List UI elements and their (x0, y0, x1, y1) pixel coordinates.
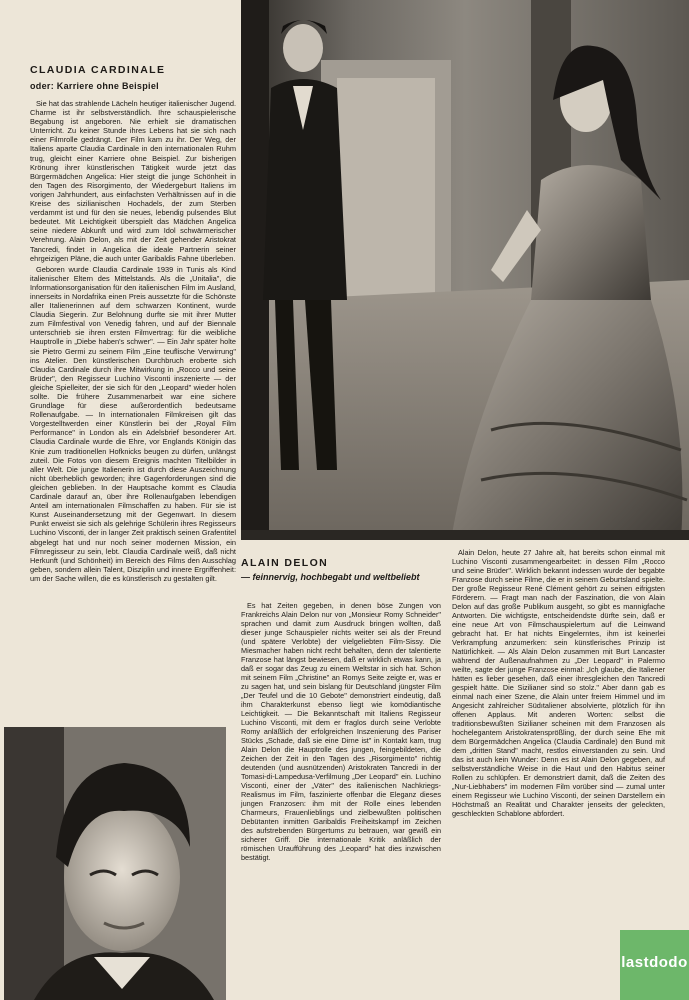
article1-subtitle: oder: Karriere ohne Beispiel (30, 81, 159, 91)
article2-subtitle: — feinnervig, hochbegabt und weltbeliebt (241, 572, 420, 582)
film-still-photo (241, 0, 689, 540)
article2-column-1 (241, 601, 441, 864)
article2-title: ALAIN DELON (241, 557, 329, 569)
article1-title: CLAUDIA CARDINALE (30, 64, 166, 76)
article2-paragraph: Alain Delon, heute 27 Jahre alt, hat bereits schon einmal mit Luchino Visconti zusammengearbeitet: in dessen Film „Rocco und seine Brüder". Wirklich bekannt indessen wurde der begabte Franzose durch seine Filme, die er in seinem Geburtsland spielte. Der große Regisseur René Clément gehört zu seinen eifrigsten Förderern. — Fragt man nach der Faszination, die von Alain Delon auf das große Publikum ausgeht, so gibt es mannigfache Antworten. Die wichtigste, entscheidendste dürfte sein, daß er eine neue Art von Filmschauspielertum auf die Leinwand gebracht hat. Er hat nichts Eingelerntes, ihm ist keinerlei Verkrampfung anzumerken: sein künstlerisches Prinzip ist Natürlichkeit. — Als Alain Delon zusammen mit Burt Lancaster während der Außenaufnahmen zu „Der Leopard" in Palermo weilte, sagte der junge Franzose einmal: „Ich glaube, die Italiener hätten es lieber gesehen, daß einer ihresgleichen den Tancredi gespielt hätte. Die Sizilianer sind so stolz." Aber dann gab es einmal nach einer Szene, die Alain unter freiem Himmel und im Angesicht zahlreicher Südıtaliener absolvierte, plötzlich für ihn offenen Applaus. Mit anderen Worten: selbst die traditionsbewußten Sizilianer scheinen mit dem Franzosen als hochelegantem Aristokratensprößling, der durch seine Ehe mit dem Bürgermädchen Angelica (Claudia Cardinale) den Bund mit dem „dritten Stand" macht, restlos einverstanden zu sein. Und das ist auch kein Wunder: Denn es ist Alain Delon gegeben, auf selbstverständliche Weise in die Haut und den Habitus seiner Rollen zu schlüpfen. Er demonstriert damit, daß die Zeiten des „Nur-Liebhabers" im modernen Film vorüber sind — zumal unter einem Regisseur wie Luchino Visconti, der seinen Darstellern ein Höchstmaß an Realität und Charakter jenseits der geleckten, geschleckten Schablone abfordert. (452, 548, 665, 818)
article2-column-2 (452, 548, 665, 820)
article1-paragraph: Geboren wurde Claudia Cardinale 1939 in Tunis als Kind italienischer Eltern des Mittelstands. Als die „Unitalia", die Informationsorganisation für den italienischen Film im Ausland, innerseits in Nordafrika einen Preis aussetzte für die Schönste aller Italienerinnen auf dem schwarzen Kontinent, wurde Claudia Siegerin. Zur Belohnung durfte sie mit ihrer Mutter zum Filmfestival von Venedig fahren, und auf der Biennale unterschrieb sie ihren ersten Filmvertrag: für die weibliche Hauptrolle in „Diebe haben's schwer". — Ein Jahr später holte sie Pietro Germi zu seinem Film „Eine teuflische Verwirrung" ins Atelier. Den künstlerischen Durchbruch eroberte sich Claudia Cardinale durch ihre Mitwirkung in „Rocco und seine Brüder", den Regisseur Luchino Visconti inszenierte — der gleiche Spielleiter, der sie sich für den „Leopard" wieder holen sollte. Die frühere Zusammenarbeit war eine sichere Grundlage für diese außerordentlich bedeutsame Rollenaufgabe. — In internationalen Filmkreisen gilt das Vorgestelltwerden einer Künstlerin bei der „Royal Film Performance" in London als ein Adelsbrief besonderer Art. Claudia Cardinale wurde die Ehre, vor Englands Königin das Knie zum traditionellen Hofknicks beugen zu dürfen, unlängst zuteil. Die Fotos von diesem Ereignis machten Titelbilder in aller Welt. Die junge Italienerin ist durch diese Auszeichnung nicht überheblich geworden; ihre Gagenforderungen sind die gleichen geblieben. In der Hauptsache kommt es Claudia Cardinale darauf an, über ihre Rollenaufgaben lebendigen Anteil am internationalen Filmschaffen zu haben. Für sie ist Kunst Auseinandersetzung mit der Gegenwart. In diesem Punkt erweist sie sich als gelehrige Schülerin ihres Regisseurs Luchino Visconti, der in langer Zeit praktisch seinen Grafentitel abgelegt hat und nur noch seiner modernen Mission, ein Filmregisseur zu sein, lebt. Claudia Cardinale weiß, daß nicht Herkunft (und Schönheit) im Bereich des Films den Ausschlag geben, sondern allein Talent, Disziplin und innere Ergriffenheit: um der Sache willen, die es künstlerisch zu gestalten gilt. (30, 264, 236, 583)
article1-body (30, 99, 236, 585)
article2-paragraph: Es hat Zeiten gegeben, in denen böse Zungen von Frankreichs Alain Delon nur von „Monsieur Romy Schneider" sprachen und damit zum Ausdruck bringen wollten, daß dieser junge Schauspieler nichts weiter sei als der Freund (und spätere Verlobte) der vielgeliebten Film-Sissy. Die Miesmacher haben nicht recht behalten, denn der talentierte Franzose hat längst bewiesen, daß er wirklich etwas kann, ja daß er sogar das Zeug zu einem Weltstar in sich hat. Schon mit seinem Film „Christine" an Romys Seite zeigte er, was er zu sagen hat, und sein bislang für Deutschland jüngster Film „Der Teufel und die 10 Gebote" demonstriert eindeutig, daß ihm Charakterkunst ebenso liegt wie komödiantische Leichtigkeit. — Die Bekanntschaft mit Italiens Regisseur Luchino Visconti, mit dem er fraglos durch seine Verlobte Romy anläßlich der erfolgreichen Inszenierung des Pariser Stücks „Schade, daß sie eine Dirne ist" in Kontakt kam, trug Alain Delon die Hauptrolle des jungen, feingebildeten, die Zeichen der Zeit in den Tagen des „Risorgimento" richtig deutenden (und ausnützenden) Aristokraten Tancredi in der Tomasi-di-Lampedusa-Verfilmung „Der Leopard" ein. Luchino Visconti, einer der „Väter" des italienischen Nachkriegs-Realismus im Film, faszinierte offenbar die Eleganz dieses jungen Franzosen: ihm mit der Rolle eines lebenden Charmeurs, Frauenlieblings und zielbewußten politischen Debütanten inmitten Garibaldis Freiheitskampf im Zeichen des aufstrebenden Bürgertums zu betrauen, war gewiß ein sicherer Griff. Die internationale Kritik anläßlich der römischen Uraufführung des „Leopard" hat dies inzwischen bestätigt. (241, 601, 441, 862)
portrait-photo (4, 727, 226, 1000)
article1-paragraph: Sie hat das strahlende Lächeln heutiger italienischer Jugend. Charme ist ihr selbstverständlich. Ihre schauspielerische Begabung ist angeboren. Nie erhielt sie dramatischen Unterricht. Zu keiner Stunde ihres Lebens hat sie sich nach einer Filmrolle gedrängt. Der Film kam zu ihr. Der Weg, der Italiens aparte Claudia Cardinale in den internationalen Ruhm trug, gleicht einer Karriere ohne Beispiel. Zur bisherigen Krönung ihrer künstlerischen Tätigkeit wurde jetzt das Bürgermädchen Angelica: Hier steigt die junge Schönheit in den Tagen des Risorgimento, der Wiedergeburt Italiens im vorigen Jahrhundert, aus einfachsten Verhältnissen auf in die Kreise des sizilianischen Hochadels, der zum Sterben verdammt ist und für den sie neues, lebendig pulsendes Blut bedeutet. Mit Leichtigkeit überspielt das Mädchen Angelica seine niedere Abkunft und wird zum Idol schwärmerischer Verehrung. Alain Delon, als mit der Zeit gehender Aristokrat Tancredi, findet in Angelica die ideale Partnerin seiner ehrgeizigen Pläne, die auch unter Garibaldis Fahne überleben. (30, 99, 236, 263)
logo-text: lastdodo (621, 954, 688, 971)
lastdodo-logo (620, 930, 689, 1000)
